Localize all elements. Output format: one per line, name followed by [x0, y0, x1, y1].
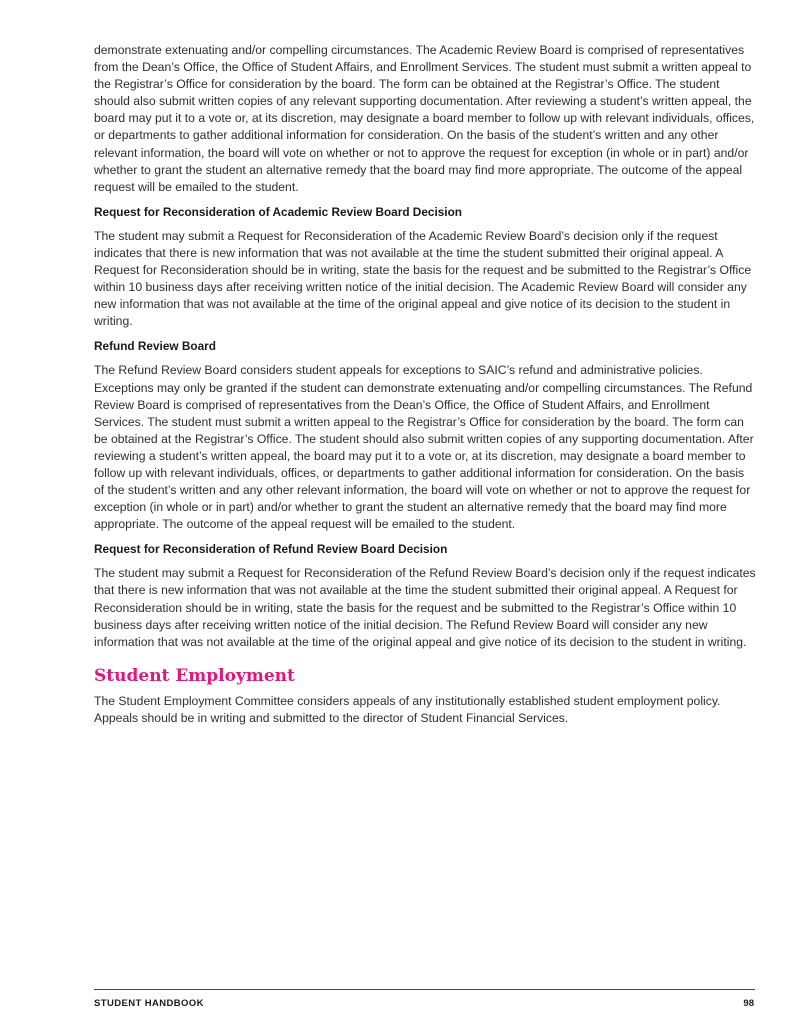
academic-reconsideration-body: The student may submit a Request for Reconsideration of the Academic Review Board’s decision only if the request indicates that there is new information that was not available at the time the student submitted their original appeal. A Request for Reconsideration should be in writing, state the basis for the request and be submitted to the Registrar’s Office within 10 business days after receiving written notice of the initial decision. The Academic Review Board will consider any new information that was not available at the time of the original appeal and give notice of its decision to the student in writing.	[94, 228, 752, 329]
student-employment-body: The Student Employment Committee considers appeals of any institutionally established student employment policy. Appeals should be in writing and submitted to the director of Student Financial Services.	[94, 693, 721, 725]
refund-review-board-body: The Refund Review Board considers student appeals for exceptions to SAIC’s refund and administrative policies. Exceptions may only be granted if the student can demonstrate extenuating and/or compelling circumstances. The Refund Review Board is comprised of representatives from the Dean’s Office, the Office of Student Affairs, and Enrollment Services. The student must submit a written appeal to the Registrar’s Office for consideration by the board. The form can be obtained at the Registrar’s Office. The student should also submit written copies of any supporting documentation. After reviewing a student’s written appeal, the board may put it to a vote or, at its discretion, may designate a board member to follow up with relevant individuals, offices, or departments to gather additional information for consideration. On the basis of the student’s written and any other relevant information, the board will vote on whether or not to approve the request for exception (in whole or in part) and/or whether to grant the student an alternative remedy that the board may find more appropriate. The outcome of the appeal request will be emailed to the student.	[94, 363, 754, 532]
footer-label: STUDENT HANDBOOK	[94, 998, 204, 1009]
academic-reconsideration-heading: Request for Reconsideration of Academic Review Board Decision	[94, 204, 462, 219]
refund-reconsideration-body: The student may submit a Request for Reconsideration of the Refund Review Board’s decision only if the request indicates that there is new information that was not available at the time the student submitted their original appeal. A Request for Reconsideration should be in writing, state the basis for the request and be submitted to the Registrar’s Office within 10 business days after receiving written notice of the initial decision. The Refund Review Board will consider any new information that was not available at the time of the original appeal and give notice of its decision to the student in writing.	[94, 566, 756, 649]
refund-reconsideration-heading: Request for Reconsideration of Refund Review Board Decision	[94, 542, 448, 557]
footer-divider	[94, 989, 755, 990]
page-content	[94, 42, 756, 735]
page-number: 98	[743, 998, 754, 1009]
refund-review-board-heading: Refund Review Board	[94, 339, 216, 354]
student-employment-title: Student Employment	[94, 665, 295, 686]
intro-paragraph: demonstrate extenuating and/or compelling circumstances. The Academic Review Board is comprised of representatives from the Dean’s Office, the Office of Student Affairs, and Enrollment Services. The student must submit a written appeal to the Registrar’s Office for consideration by the board. The form can be obtained at the Registrar’s Office. The student should also submit written copies of any relevant supporting documentation. After reviewing a student’s written appeal, the board may put it to a vote or, at its discretion, may designate a board member to follow up with relevant individuals, offices, or departments to gather additional information for consideration. On the basis of the student’s written and any other relevant information, the board will vote on whether or not to approve the request for exception (in whole or in part) and/or whether to grant the student an alternative remedy that the board may find more appropriate. The outcome of the appeal request will be emailed to the student.	[94, 43, 755, 194]
